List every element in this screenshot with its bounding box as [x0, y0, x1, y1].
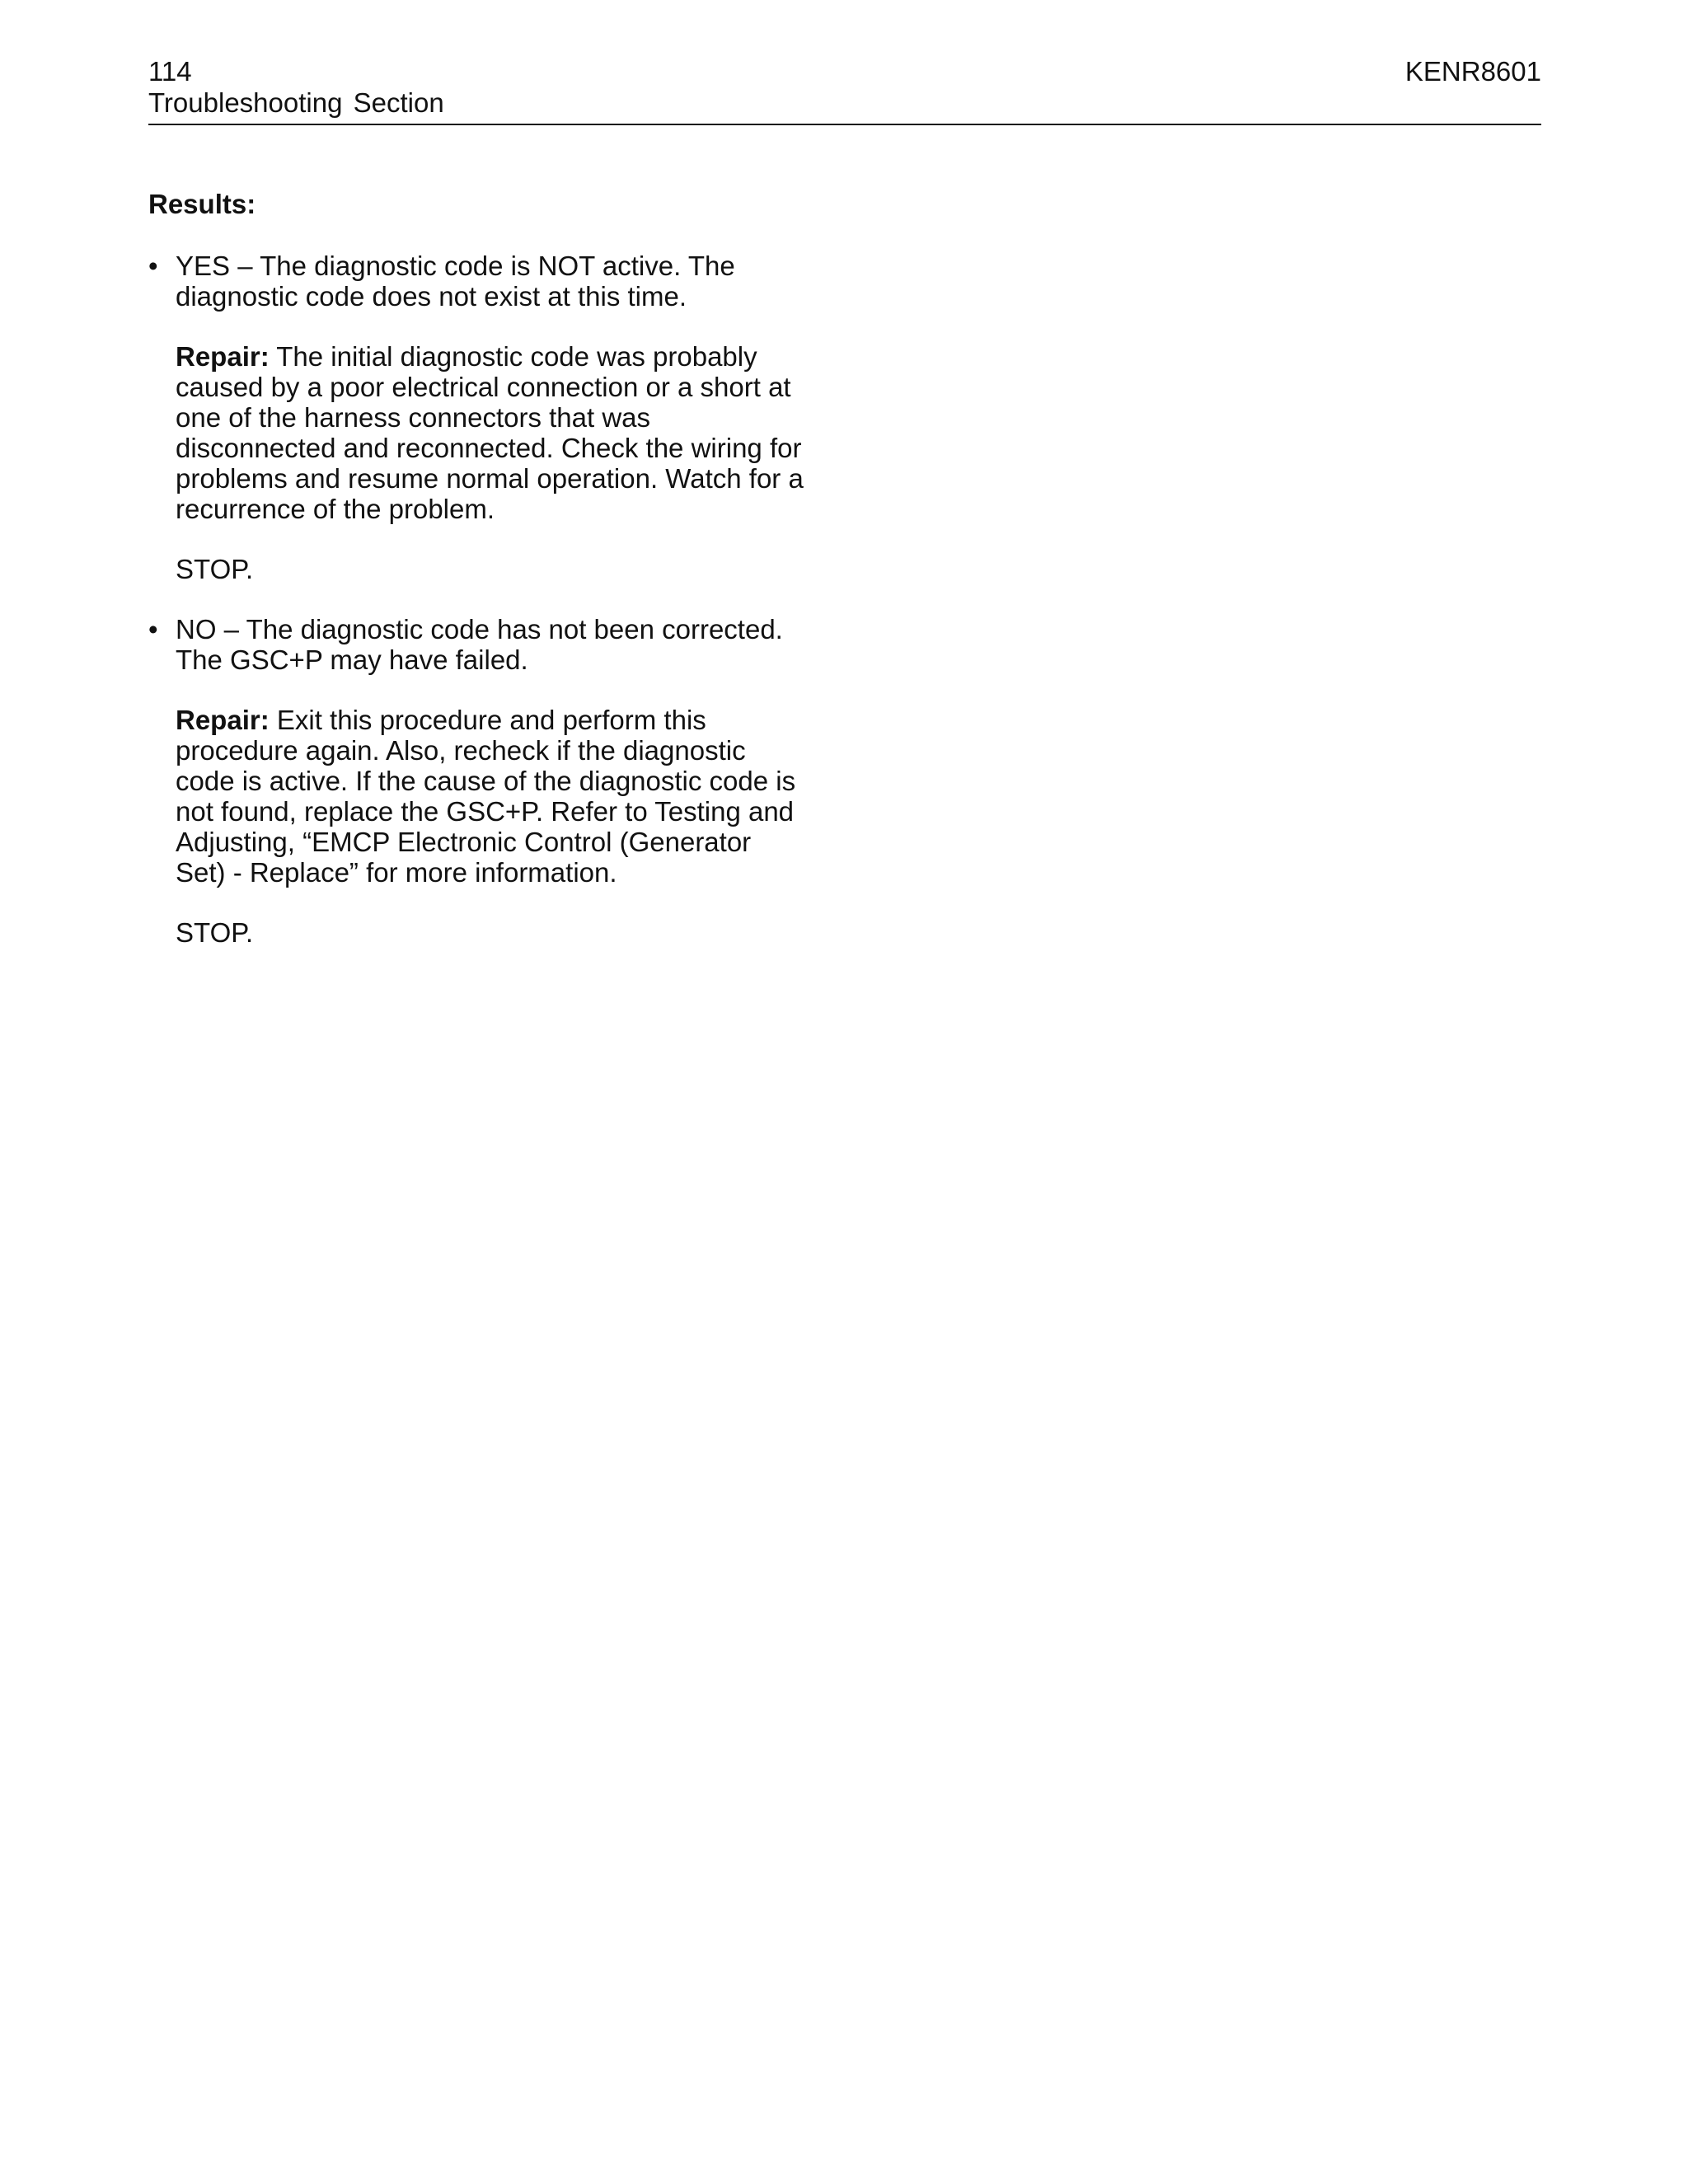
- answer-text: – The diagnostic code has not been corrected. The GSC+P may have failed.: [176, 614, 783, 675]
- results-heading: Results:: [148, 189, 256, 219]
- result-answer: [176, 614, 808, 675]
- stop-text: STOP.: [176, 917, 254, 948]
- bullet-icon: •: [148, 251, 158, 281]
- page-number: 114: [148, 56, 192, 87]
- section-title: Troubleshooting Section: [148, 87, 444, 118]
- answer-label: NO: [176, 614, 217, 644]
- stop-text: STOP.: [176, 554, 254, 584]
- answer-label: YES: [176, 251, 231, 281]
- results-content: [148, 188, 808, 977]
- repair-text: The initial diagnostic code was probably caused by a poor electrical connection or a short at one of the harness connectors that was disconnected and reconnected. Check the wiring for problems and resume normal operation. Watch for a recurrence of the problem.: [176, 341, 804, 524]
- repair-paragraph: [176, 341, 808, 524]
- repair-paragraph: [176, 705, 808, 888]
- result-item-yes: [148, 251, 808, 584]
- result-answer: [176, 251, 808, 312]
- document-id: KENR8601: [1404, 56, 1541, 87]
- repair-text: Exit this procedure and perform this procedure again. Also, recheck if the diagnostic code is active. If the cause of the diagnostic code is not found, replace the GSC+P. Refer to Testing and Adjusting, “EMCP Electronic Control (Generator Set) - Replace” for more information.: [176, 705, 796, 888]
- repair-label: Repair:: [176, 705, 270, 735]
- repair-label: Repair:: [176, 341, 270, 372]
- page-header: [148, 56, 1541, 125]
- result-item-no: [148, 614, 808, 948]
- answer-text: – The diagnostic code is NOT active. The diagnostic code does not exist at this time.: [176, 251, 735, 312]
- bullet-icon: •: [148, 614, 158, 644]
